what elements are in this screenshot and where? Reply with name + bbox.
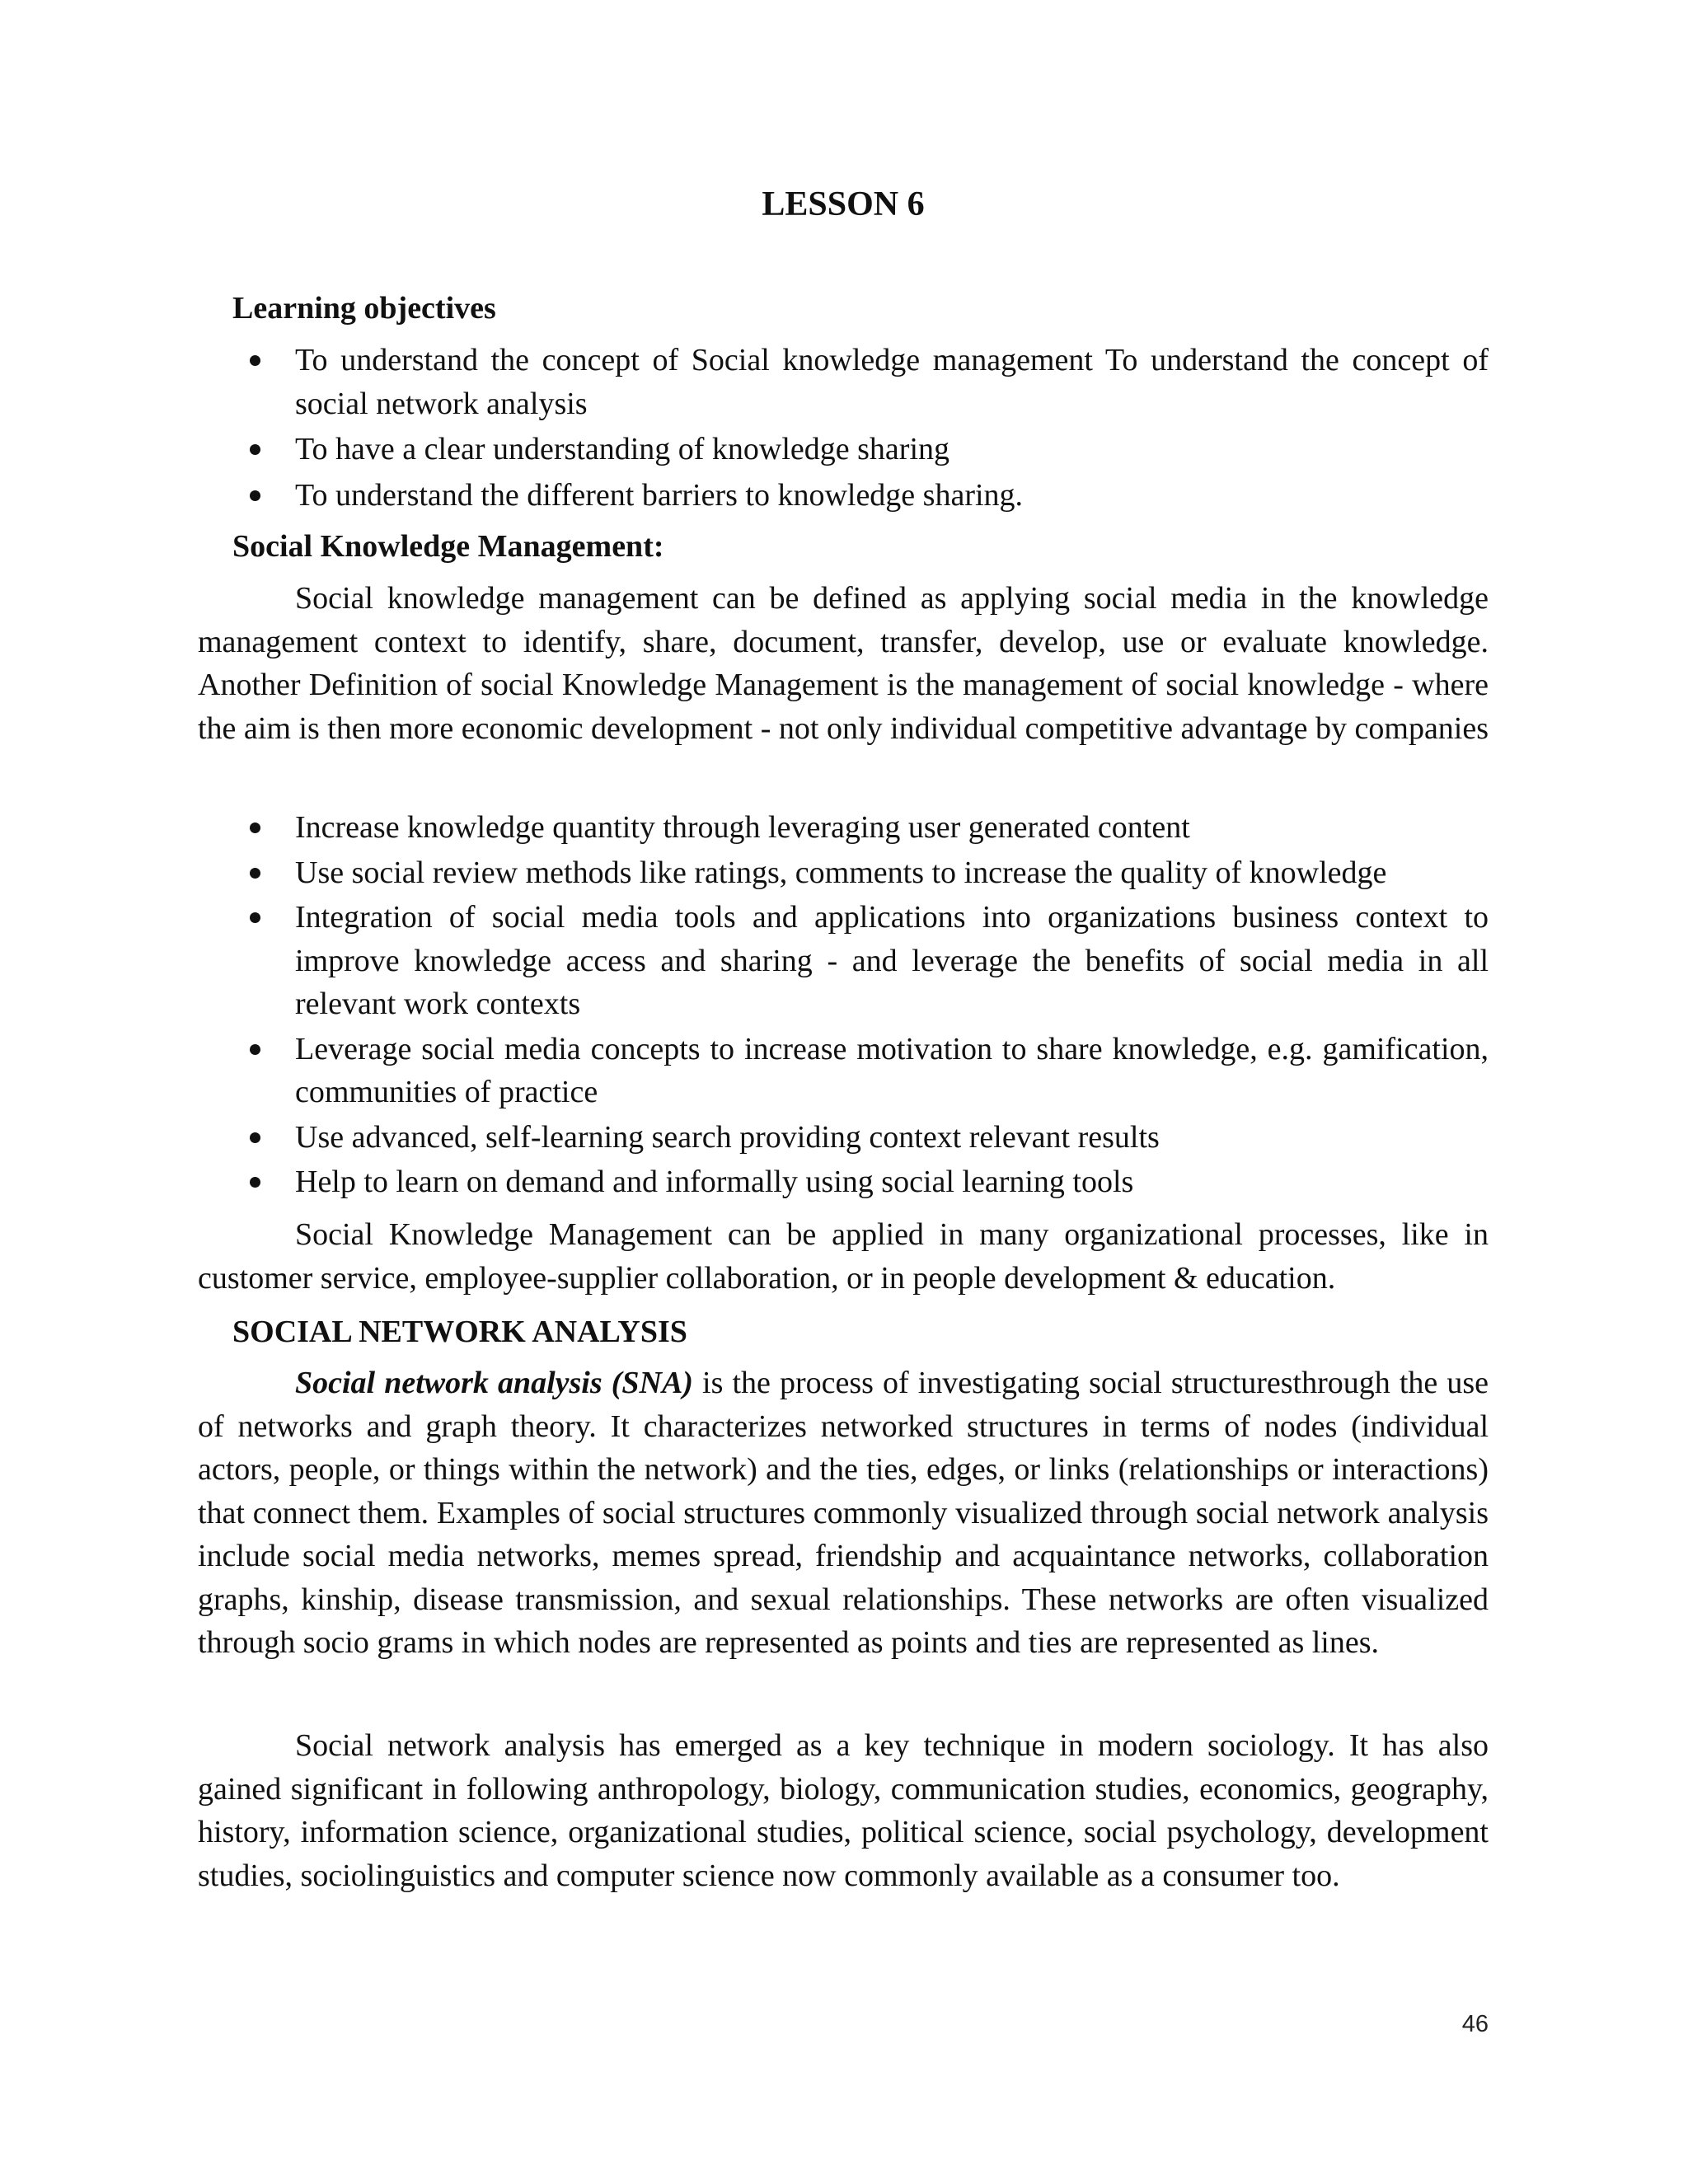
list-item-text: To understand the concept of Social knowledge management To understand the concept of social network analysis — [295, 343, 1489, 421]
objectives-list — [198, 339, 1489, 517]
bullet-icon — [250, 912, 260, 923]
sna-heading: SOCIAL NETWORK ANALYSIS — [232, 1315, 687, 1349]
bullet-icon — [250, 355, 260, 366]
list-item-text: Use social review methods like ratings, comments to increase the quality of knowledge — [295, 855, 1387, 890]
list-item — [198, 851, 1489, 895]
skm-paragraph: Social knowledge management can be defined as applying social media in the knowledge management context to identify, share, document, transfer, develop, use or evaluate knowledge. Another Definition of social Knowledge Management is the management of social knowledge - where the aim is then more economic development - not only individual competitive advantage by companies — [198, 581, 1489, 746]
sna-paragraph-1 — [198, 1361, 1489, 1665]
list-item-text: Help to learn on demand and informally using social learning tools — [295, 1165, 1134, 1199]
list-item — [198, 474, 1489, 518]
list-item-text: Use advanced, self-learning search providing context relevant results — [295, 1119, 1160, 1155]
list-item-text: To understand the different barriers to knowledge sharing. — [295, 477, 1024, 513]
document-page — [198, 0, 1489, 2184]
list-item-text: Integration of social media tools and applications into organizations business context to improve knowledge access and sharing - and leverage the benefits of social media in all relevant work contexts — [295, 900, 1489, 1021]
bullet-icon — [250, 1132, 260, 1143]
bullet-icon — [250, 444, 260, 455]
skm-heading: Social Knowledge Management: — [232, 529, 664, 564]
list-item-text: Increase knowledge quantity through leveraging user generated content — [295, 810, 1190, 845]
list-item — [198, 1160, 1489, 1204]
list-item — [198, 428, 1489, 471]
skm-benefits-list — [198, 806, 1489, 1204]
list-item-text: To have a clear understanding of knowledge sharing — [295, 432, 950, 466]
bullet-icon — [250, 868, 260, 879]
list-item — [198, 806, 1489, 850]
sna-paragraph-1-text: is the process of investigating social structuresthrough the use of networks and graph theory. It characterizes networked structures in terms of nodes (individual actors, people, or things within the network) and the ties, edges, or links (relationships or interactions) that connect them. Examples of social structures commonly visualized through social network analysis include social media networks, memes spread, friendship and acquaintance networks, collaboration graphs, kinship, disease transmission, and sexual relationships. These networks are often visualized through socio grams in which nodes are represented as points and ties are represented as lines. — [198, 1366, 1489, 1660]
bullet-icon — [250, 1177, 260, 1188]
sna-paragraph-2: Social network analysis has emerged as a key technique in modern sociology. It has also gained significant in following anthropology, biology, communication studies, economics, geography, history, information science, organizational studies, political science, social psychology, development studies, sociolinguistics and computer science now commonly available as a consumer too. — [198, 1728, 1489, 1893]
bullet-icon — [250, 1044, 260, 1055]
list-item — [198, 339, 1489, 425]
list-item-text: Leverage social media concepts to increase motivation to share knowledge, e.g. gamification, communities of practice — [295, 1031, 1489, 1109]
list-item — [198, 1028, 1489, 1114]
lesson-title: LESSON 6 — [762, 185, 925, 223]
skm-closing-paragraph: Social Knowledge Management can be applied in many organizational processes, like in customer service, employee-supplier collaboration, or in people development & education. — [198, 1217, 1489, 1296]
bullet-icon — [250, 823, 260, 833]
list-item — [198, 896, 1489, 1026]
page-number: 46 — [1461, 2011, 1489, 2037]
list-item — [198, 1116, 1489, 1160]
sna-lead-term: Social network analysis (SNA) — [295, 1366, 693, 1400]
objectives-heading: Learning objectives — [232, 291, 496, 326]
bullet-icon — [250, 490, 260, 501]
